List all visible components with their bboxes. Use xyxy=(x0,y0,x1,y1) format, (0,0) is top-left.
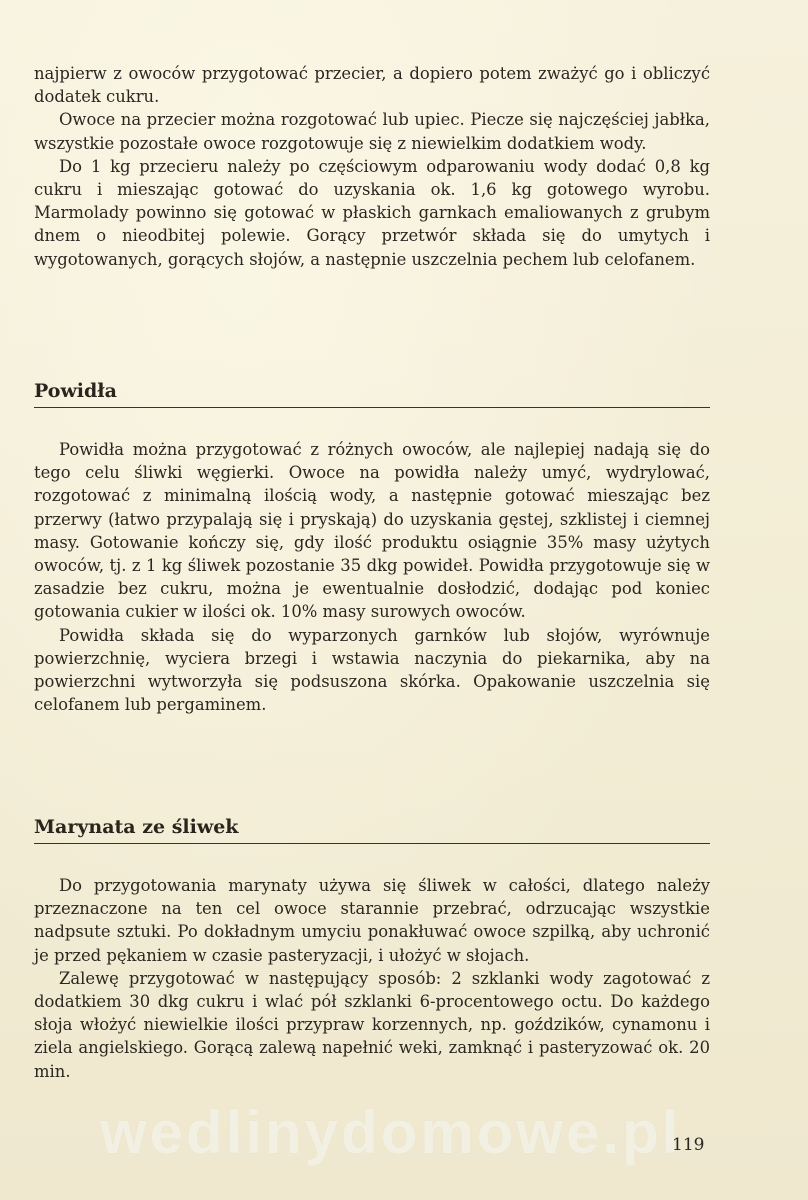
intro-text xyxy=(34,62,710,271)
paragraph: najpierw z owoców przygotować przecier, a dopiero potem zważyć go i obliczyć dodatek cukru. xyxy=(34,64,710,107)
section-text-powidla xyxy=(34,438,710,716)
section-text-marynata xyxy=(34,874,710,1083)
page-number: 119 xyxy=(672,1135,705,1155)
section-heading-powidla: Powidła xyxy=(34,378,710,408)
paragraph: Owoce na przecier można rozgotować lub upiec. Piecze się najczęściej jabłka, wszystkie pozostałe owoce rozgotowuje się z niewielkim dodatkiem wody. xyxy=(34,110,710,153)
paragraph: Zalewę przygotować w następujący sposób: 2 szklanki wody zagotować z dodatkiem 30 dkg cukru i wlać pół szklanki 6-procentowego octu. Do każdego słoja włożyć niewielkie ilości przypraw korzennych, np. goździków, cynamonu i ziela angielskiego. Gorącą zalewą napełnić weki, zamknąć i pasteryzować ok. 20 min. xyxy=(34,968,710,1081)
paragraph: Do przygotowania marynaty używa się śliwek w całości, dlatego należy przeznaczone na ten cel owoce starannie przebrać, odrzucając wszystkie nadpsute sztuki. Po dokładnym umyciu ponakłuwać owoce szpilką, aby uchronić je przed pękaniem w czasie pasteryzacji, i ułożyć w słojach. xyxy=(34,876,710,965)
watermark: wedlinydomowe.pl xyxy=(100,1099,682,1166)
section-heading-marynata: Marynata ze śliwek xyxy=(34,814,710,844)
paragraph: Do 1 kg przecieru należy po częściowym odparowaniu wody dodać 0,8 kg cukru i mieszając gotować do uzyskania ok. 1,6 kg gotowego wyrobu. Marmolady powinno się gotować w płaskich garnkach emaliowanych z grubym dnem o nieodbitej polewie. Gorący przetwór składa się do umytych i wygotowanych, gorących słojów, a następnie uszczelnia pechem lub celofanem. xyxy=(34,156,710,269)
paragraph: Powidła składa się do wyparzonych garnków lub słojów, wyrównuje powierzchnię, wyciera brzegi i wstawia naczynia do piekarnika, aby na powierzchni wytworzyła się podsuszona skórka. Opakowanie uszczelnia się celofanem lub pergaminem. xyxy=(34,625,710,715)
paragraph: Powidła można przygotować z różnych owoców, ale najlepiej nadają się do tego celu śliwki węgierki. Owoce na powidła należy umyć, wydrylować, rozgotować z minimalną ilością wody, a następnie gotować mieszając bez przerwy (łatwo przypalają się i pryskają) do uzyskania gęstej, szklistej i ciemnej masy. Gotowanie kończy się, gdy ilość produktu osiągnie 35% masy użytych owoców, tj. z 1 kg śliwek pozostanie 35 dkg powideł. Powidła przygotowuje się w zasadzie bez cukru, można je ewentualnie dosłodzić, dodając pod koniec gotowania cukier w ilości ok. 10% masy surowych owoców. xyxy=(34,440,710,622)
